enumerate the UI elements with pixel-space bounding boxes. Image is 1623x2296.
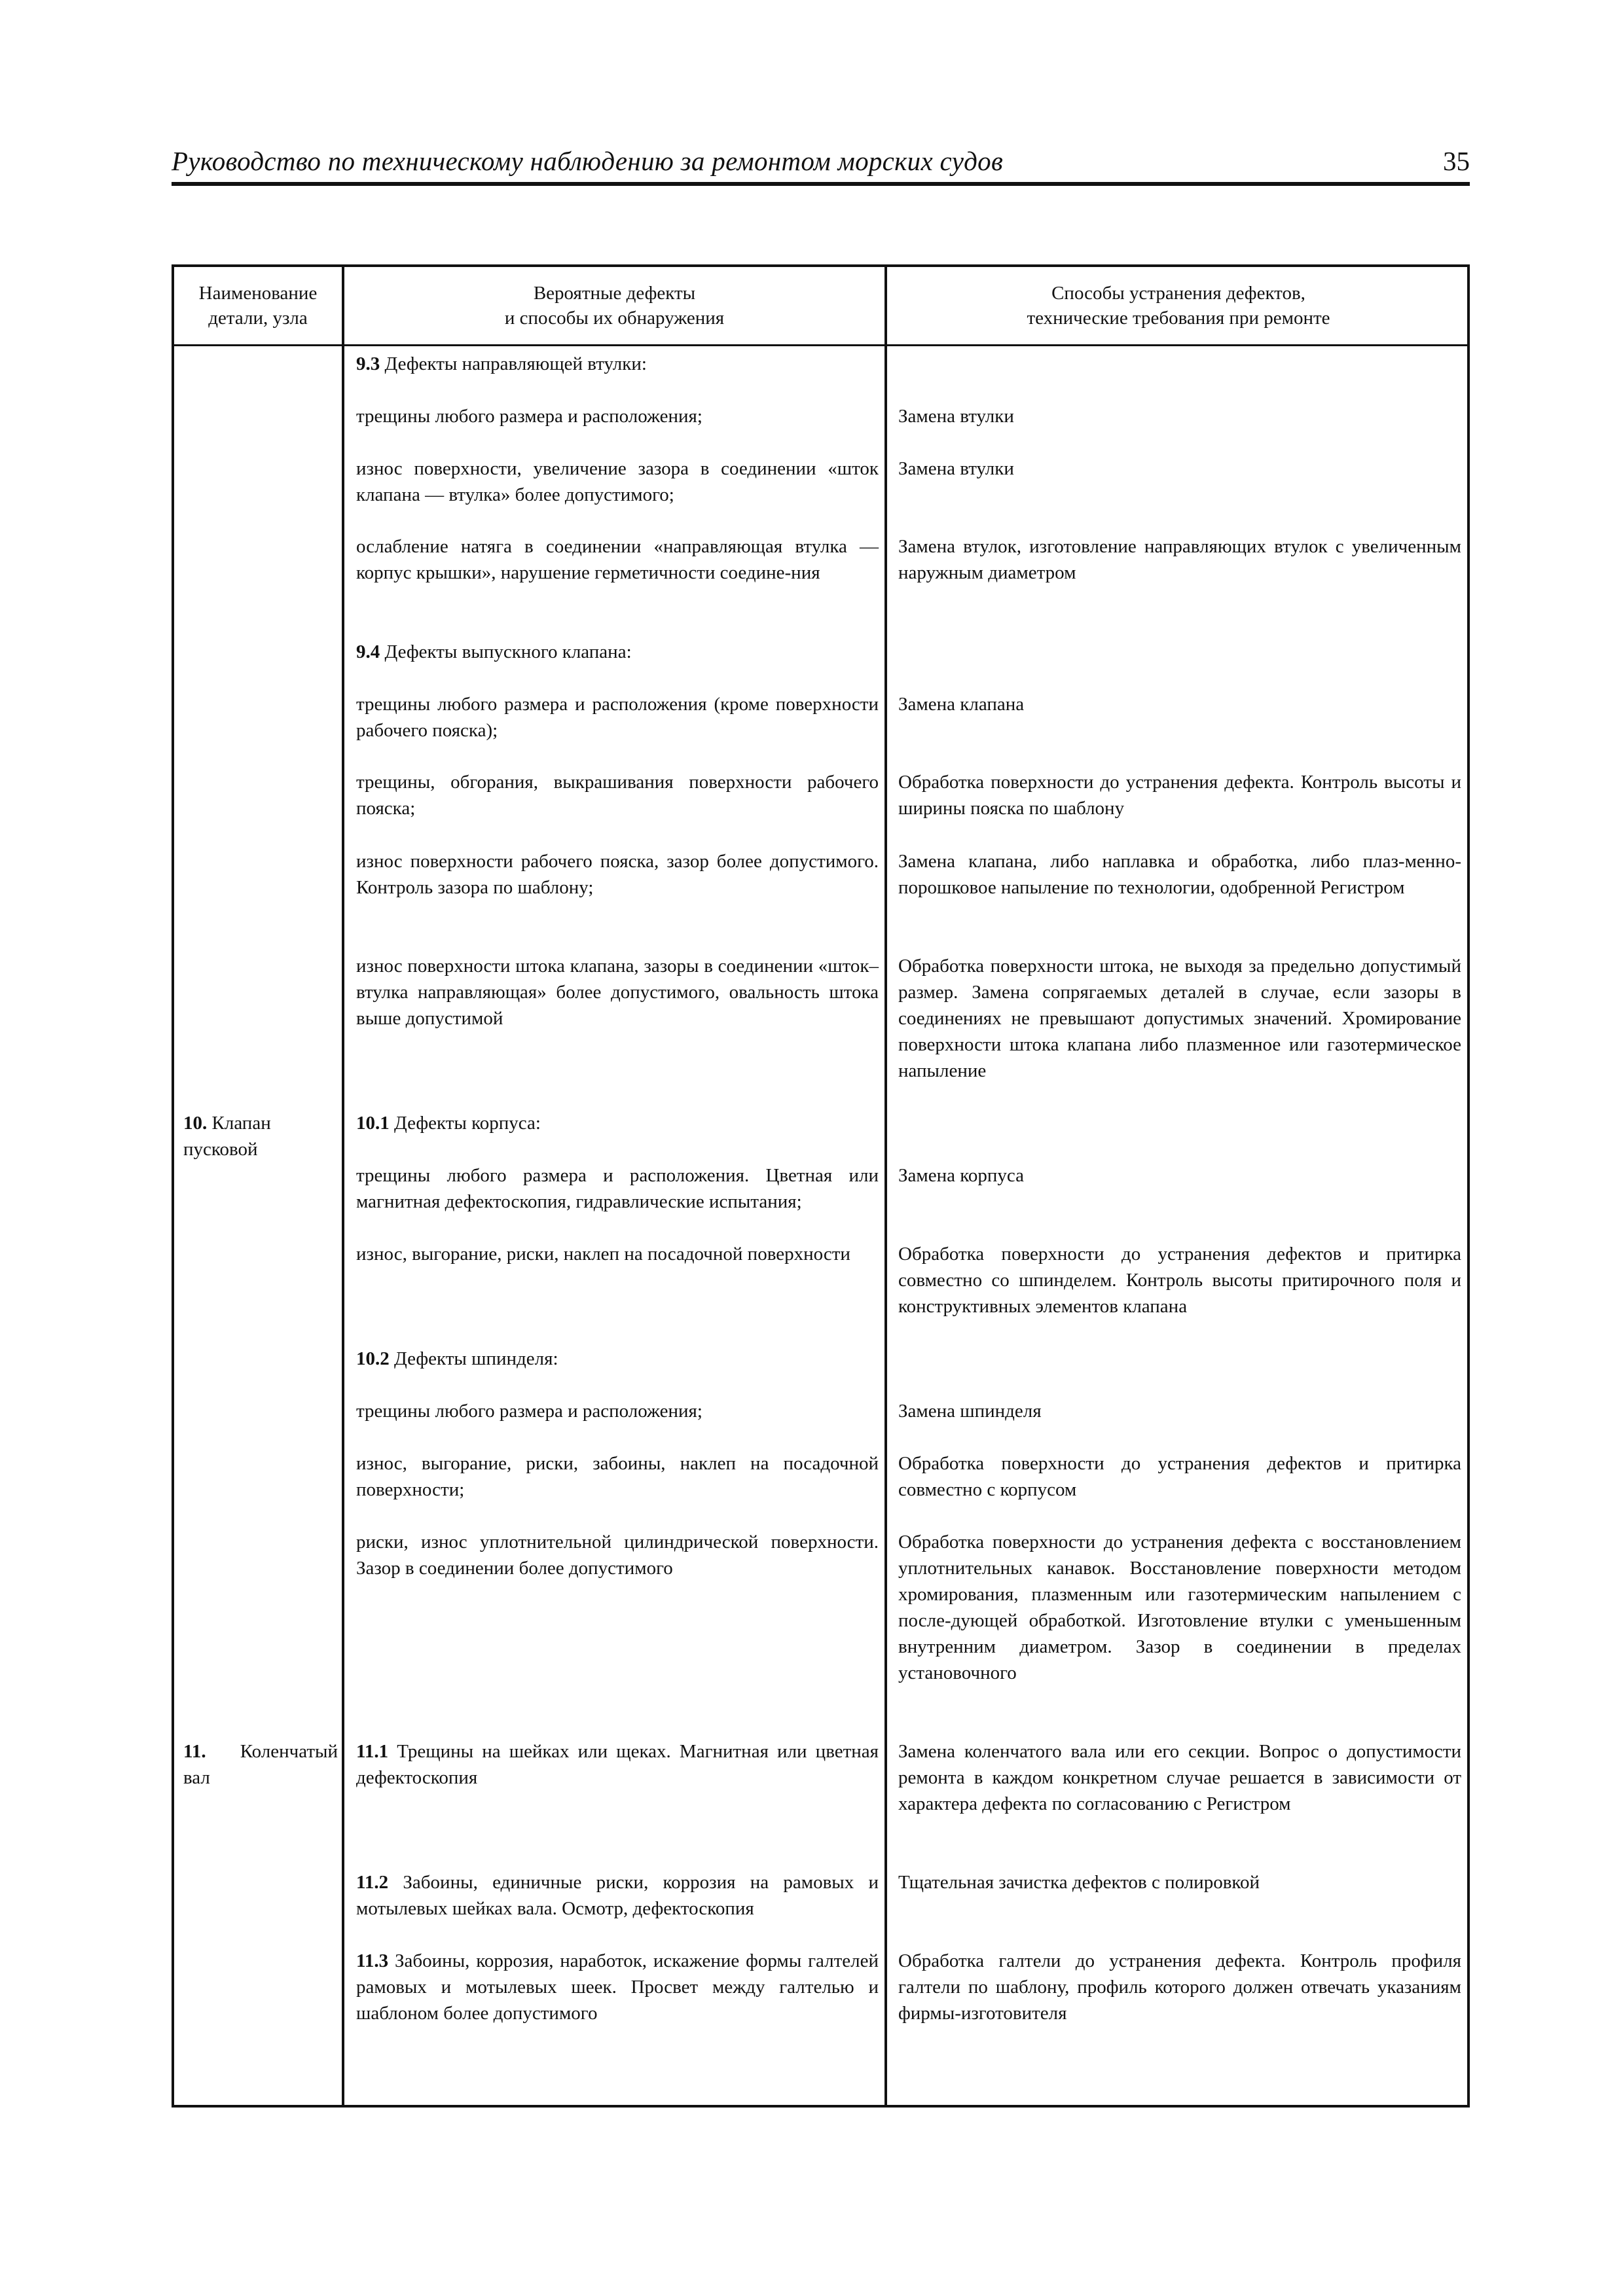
defect-cell: трещины любого размера и расположения. Цветная или магнитная дефектоскопия, гидравлические испытания;	[356, 1165, 879, 1212]
defect-cell: ослабление натяга в соединении «направляющая втулка — корпус крышки», нарушение герметичности соедине-ния	[356, 536, 879, 583]
remedy-cell: Замена клапана, либо наплавка и обработка, либо плаз-менно-порошковое напыление по технологии, одобренной Регистром	[898, 851, 1461, 898]
remedy-cell: Обработка поверхности до устранения дефектов и притирка совместно со шпинделем. Контроль высоты притирочного поля и конструктивных элементов клапана	[898, 1244, 1461, 1317]
header-divider	[174, 344, 1467, 346]
column-header-part: Наименование детали, узла	[198, 283, 318, 329]
column-divider	[342, 267, 344, 2105]
remedy-cell: Замена втулки	[898, 406, 1014, 427]
remedy-cell: Замена коленчатого вала или его секции. Вопрос о допустимости ремонта в каждом конкретном случае решается в зависимости от характера дефекта по согласованию с Регистром	[898, 1741, 1461, 1814]
part-cell: 11. Коленчатый вал	[183, 1741, 338, 1788]
remedy-cell: Обработка поверхности до устранения дефекта. Контроль высоты и ширины пояска по шаблону	[898, 772, 1461, 819]
remedy-cell: Замена втулки	[898, 458, 1014, 479]
table-row: 9.3 Дефекты направляющей втулки:	[356, 353, 647, 374]
running-header	[172, 143, 1470, 186]
page-number: 35	[1443, 146, 1470, 176]
defect-cell: износ поверхности, увеличение зазора в соединении «шток клапана — втулка» более допустимого;	[356, 458, 879, 505]
defect-cell: износ поверхности рабочего пояска, зазор более допустимого. Контроль зазора по шаблону;	[356, 851, 879, 898]
defect-cell: трещины любого размера и расположения;	[356, 406, 702, 427]
defect-cell: трещины любого размера и расположения;	[356, 1401, 702, 1422]
column-header-remedy: Способы устранения дефектов, технические требования при ремонте	[1027, 283, 1330, 329]
remedy-cell: Обработка поверхности до устранения дефектов и притирка совместно с корпусом	[898, 1453, 1461, 1500]
table-row: 9.4 Дефекты выпускного клапана:	[356, 641, 632, 662]
table-row: 11.3 Забоины, коррозия, наработок, искажение формы галтелей рамовых и мотылевых шеек. Просвет между галтелью и шаблоном более допустимого	[356, 1950, 879, 2024]
remedy-cell: Обработка поверхности до устранения дефекта с восстановлением уплотнительных канавок. Восстановление поверхности методом хромирования, плазменным или газотермическим напылением с после-дующей обработкой. Изготовление втулки с уменьшенным внутренним диаметром. Зазор в соединении в пределах установочного	[898, 1532, 1461, 1683]
column-divider	[884, 267, 887, 2105]
defect-cell: износ, выгорание, риски, наклеп на посадочной поверхности	[356, 1244, 850, 1265]
remedy-cell: Обработка галтели до устранения дефекта. Контроль профиля галтели по шаблону, профиль которого должен отвечать указаниям фирмы-изготовителя	[898, 1950, 1461, 2024]
remedy-cell: Замена втулок, изготовление направляющих втулок с увеличенным наружным диаметром	[898, 536, 1461, 583]
remedy-cell: Замена корпуса	[898, 1165, 1024, 1186]
remedy-cell: Замена клапана	[898, 694, 1025, 715]
remedy-cell: Замена шпинделя	[898, 1401, 1042, 1422]
remedy-cell: Тщательная зачистка дефектов с полировкой	[898, 1872, 1260, 1893]
table-row: 10.1 Дефекты корпуса:	[356, 1113, 541, 1134]
defect-cell: трещины, обгорания, выкрашивания поверхности рабочего пояска;	[356, 772, 879, 819]
defect-cell: износ, выгорание, риски, забоины, наклеп на посадочной поверхности;	[356, 1453, 879, 1500]
defect-cell: трещины любого размера и расположения (кроме поверхности рабочего пояска);	[356, 694, 879, 741]
table-row: 10.2 Дефекты шпинделя:	[356, 1348, 558, 1369]
table-row: 11.2 Забоины, единичные риски, коррозия на рамовых и мотылевых шейках вала. Осмотр, дефектоскопия	[356, 1872, 879, 1919]
column-header-defects: Вероятные дефекты и способы их обнаружения	[504, 283, 725, 329]
document-title: Руководство по техническому наблюдению за ремонтом морских судов	[172, 146, 1004, 176]
part-cell: 10. Клапан пусковой	[183, 1113, 271, 1160]
table-row: 11.1 Трещины на шейках или щеках. Магнитная или цветная дефектоскопия	[356, 1741, 879, 1788]
defect-cell: износ поверхности штока клапана, зазоры в соединении «шток–втулка направляющая» более допустимого, овальность штока выше допустимой	[356, 956, 879, 1029]
remedy-cell: Обработка поверхности штока, не выходя за предельно допустимый размер. Замена сопрягаемых деталей в случае, если зазоры в соединениях не превышают допустимых значений. Хромирование поверхности штока клапана либо плазменное или газотермическое напыление	[898, 956, 1461, 1081]
defects-table	[172, 264, 1470, 2108]
defect-cell: риски, износ уплотнительной цилиндрической поверхности. Зазор в соединении более допустимого	[356, 1532, 879, 1579]
